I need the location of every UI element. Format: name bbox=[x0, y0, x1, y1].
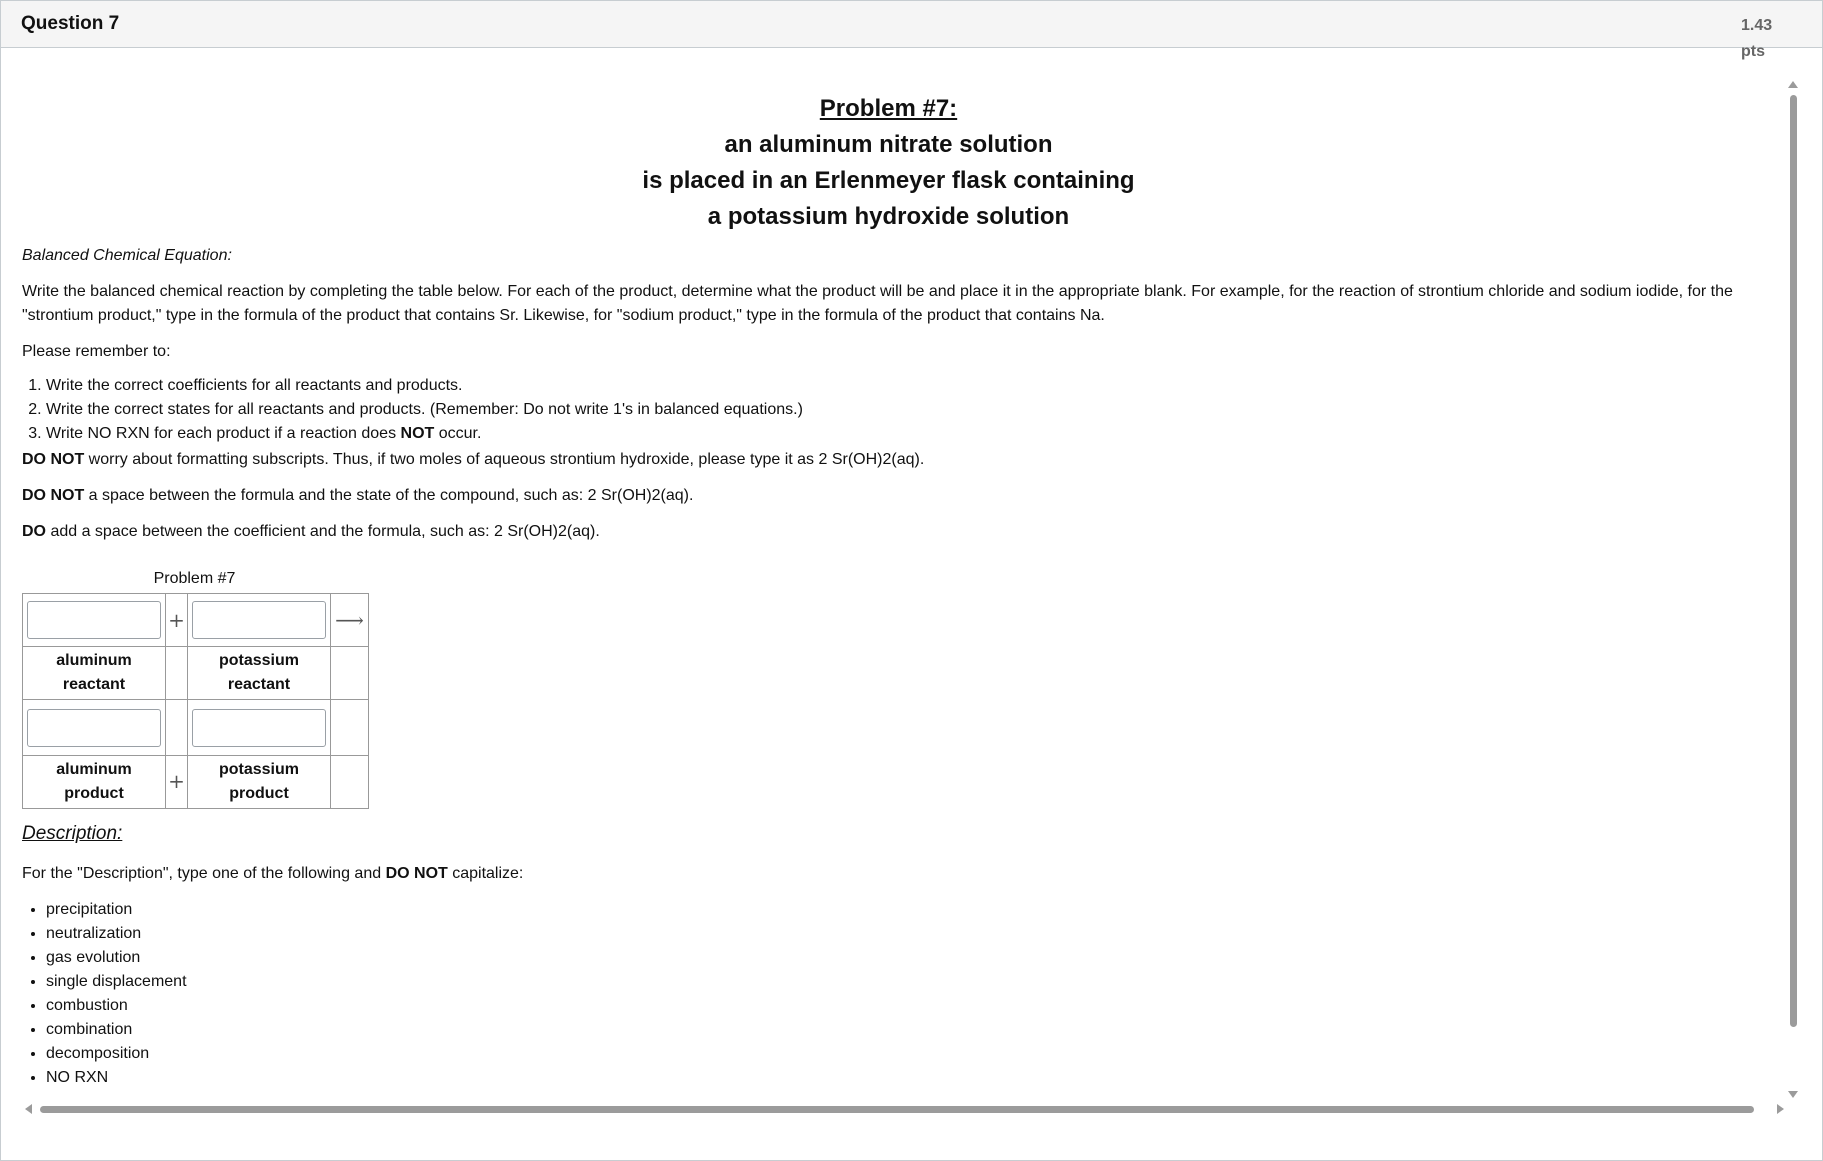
vertical-scrollbar[interactable] bbox=[1786, 81, 1800, 1103]
balanced-equation-label: Balanced Chemical Equation: bbox=[22, 247, 232, 264]
intro-emphasis: DO NOT bbox=[385, 865, 448, 882]
list-item: • combination bbox=[46, 1018, 187, 1042]
product-label-row bbox=[23, 756, 369, 809]
intro-text: For the "Description", type one of the following and bbox=[22, 865, 386, 882]
scroll-down-arrow-icon[interactable] bbox=[1788, 1091, 1798, 1098]
aluminum-product-label bbox=[23, 756, 166, 809]
vertical-scroll-thumb[interactable] bbox=[1790, 95, 1797, 1027]
scroll-left-arrow-icon[interactable] bbox=[25, 1104, 32, 1114]
reaction-arrow: ⟶ bbox=[335, 608, 364, 632]
question-content bbox=[21, 48, 1756, 1086]
question-content-scroll-area[interactable] bbox=[21, 48, 1791, 1113]
potassium-product-label bbox=[188, 756, 331, 809]
aluminum-product-input[interactable] bbox=[27, 709, 161, 747]
label-text: product bbox=[229, 785, 289, 802]
list-item: • neutralization bbox=[46, 922, 187, 946]
list-item: • decomposition bbox=[46, 1042, 187, 1066]
question-title: Question 7 bbox=[21, 13, 120, 34]
instructions-paragraph: Write the balanced chemical reaction by completing the table below. For each of the product, determine what the product will be and place it in the appropriate blank. For example, for the reaction of strontium chloride and sodium iodide, for the "strontium product," type in the formula of the product that contains Sr. Likewise, for "sodium product," type in the formula of the product that contains Na. bbox=[22, 283, 1733, 324]
note-text: add a space between the coefficient and the formula, such as: 2 Sr(OH)2(aq). bbox=[46, 523, 600, 540]
instruction-steps bbox=[21, 374, 803, 446]
label-text: aluminum bbox=[56, 652, 132, 669]
product-input-row bbox=[23, 700, 369, 756]
equation-table bbox=[22, 593, 369, 809]
note-emphasis: DO NOT bbox=[22, 451, 85, 468]
plus-sign: + bbox=[168, 608, 185, 632]
intro-text: capitalize: bbox=[447, 865, 524, 882]
aluminum-reactant-input[interactable] bbox=[27, 601, 161, 639]
cell bbox=[166, 647, 188, 700]
problem-number: Problem #7: bbox=[819, 95, 958, 122]
cell bbox=[166, 756, 188, 809]
description-intro bbox=[22, 862, 1757, 886]
cell bbox=[166, 594, 188, 647]
cell bbox=[188, 700, 331, 756]
cell bbox=[331, 700, 369, 756]
step-text: occur. bbox=[434, 425, 482, 442]
cell bbox=[23, 700, 166, 756]
note-spacing-coefficient bbox=[22, 520, 1757, 544]
potassium-product-input[interactable] bbox=[192, 709, 326, 747]
list-item: • NO RXN bbox=[46, 1066, 187, 1090]
description-options bbox=[21, 898, 187, 1090]
note-subscripts bbox=[22, 448, 1757, 472]
label-text: potassium bbox=[218, 652, 299, 669]
aluminum-reactant-label bbox=[23, 647, 166, 700]
horizontal-scroll-thumb[interactable] bbox=[40, 1106, 1754, 1113]
note-emphasis: DO NOT bbox=[22, 487, 85, 504]
list-item: • gas evolution bbox=[46, 946, 187, 970]
label-text: reactant bbox=[62, 676, 126, 693]
list-item: • combustion bbox=[46, 994, 187, 1018]
potassium-reactant-input[interactable] bbox=[192, 601, 326, 639]
cell bbox=[331, 647, 369, 700]
step-emphasis: NOT bbox=[400, 425, 435, 442]
cell bbox=[331, 594, 369, 647]
problem-line-3: is placed in an Erlenmeyer flask containing bbox=[642, 167, 1135, 194]
problem-heading bbox=[21, 91, 1756, 235]
note-text: worry about formatting subscripts. Thus, if two moles of aqueous strontium hydroxide, please type it as 2 Sr(OH)2(aq). bbox=[84, 451, 925, 468]
potassium-reactant-label bbox=[188, 647, 331, 700]
label-text: product bbox=[64, 785, 124, 802]
label-text: aluminum bbox=[56, 761, 132, 778]
description-heading: Description: bbox=[22, 823, 123, 844]
cell bbox=[188, 594, 331, 647]
scroll-right-arrow-icon[interactable] bbox=[1777, 1104, 1784, 1114]
problem-line-4: a potassium hydroxide solution bbox=[707, 203, 1070, 230]
label-text: potassium bbox=[218, 761, 299, 778]
table-caption: Problem #7 bbox=[153, 570, 236, 587]
plus-sign: + bbox=[168, 768, 185, 793]
question-points: 1.43 pts bbox=[1741, 17, 1773, 60]
reactant-input-row bbox=[23, 594, 369, 647]
note-text: a space between the formula and the state of the compound, such as: 2 Sr(OH)2(aq). bbox=[84, 487, 694, 504]
problem-line-2: an aluminum nitrate solution bbox=[724, 131, 1053, 158]
remember-label: Please remember to: bbox=[22, 343, 171, 360]
step-item: 1. Write the correct coefficients for all reactants and products. bbox=[46, 374, 803, 398]
step-item bbox=[46, 422, 803, 446]
scroll-up-arrow-icon[interactable] bbox=[1788, 81, 1798, 88]
list-item: • single displacement bbox=[46, 970, 187, 994]
cell bbox=[331, 756, 369, 809]
reactant-label-row bbox=[23, 647, 369, 700]
horizontal-scrollbar[interactable] bbox=[25, 1102, 1785, 1116]
note-emphasis: DO bbox=[22, 523, 46, 540]
step-text: Write NO RXN for each product if a reaction does bbox=[46, 425, 401, 442]
note-spacing-state bbox=[22, 484, 1757, 508]
cell bbox=[23, 594, 166, 647]
question-header bbox=[1, 1, 1822, 60]
list-item: • precipitation bbox=[46, 898, 187, 922]
step-item: 2. Write the correct states for all reactants and products. (Remember: Do not write 1's in balanced equations.) bbox=[46, 398, 803, 422]
label-text: reactant bbox=[227, 676, 291, 693]
cell bbox=[166, 700, 188, 756]
